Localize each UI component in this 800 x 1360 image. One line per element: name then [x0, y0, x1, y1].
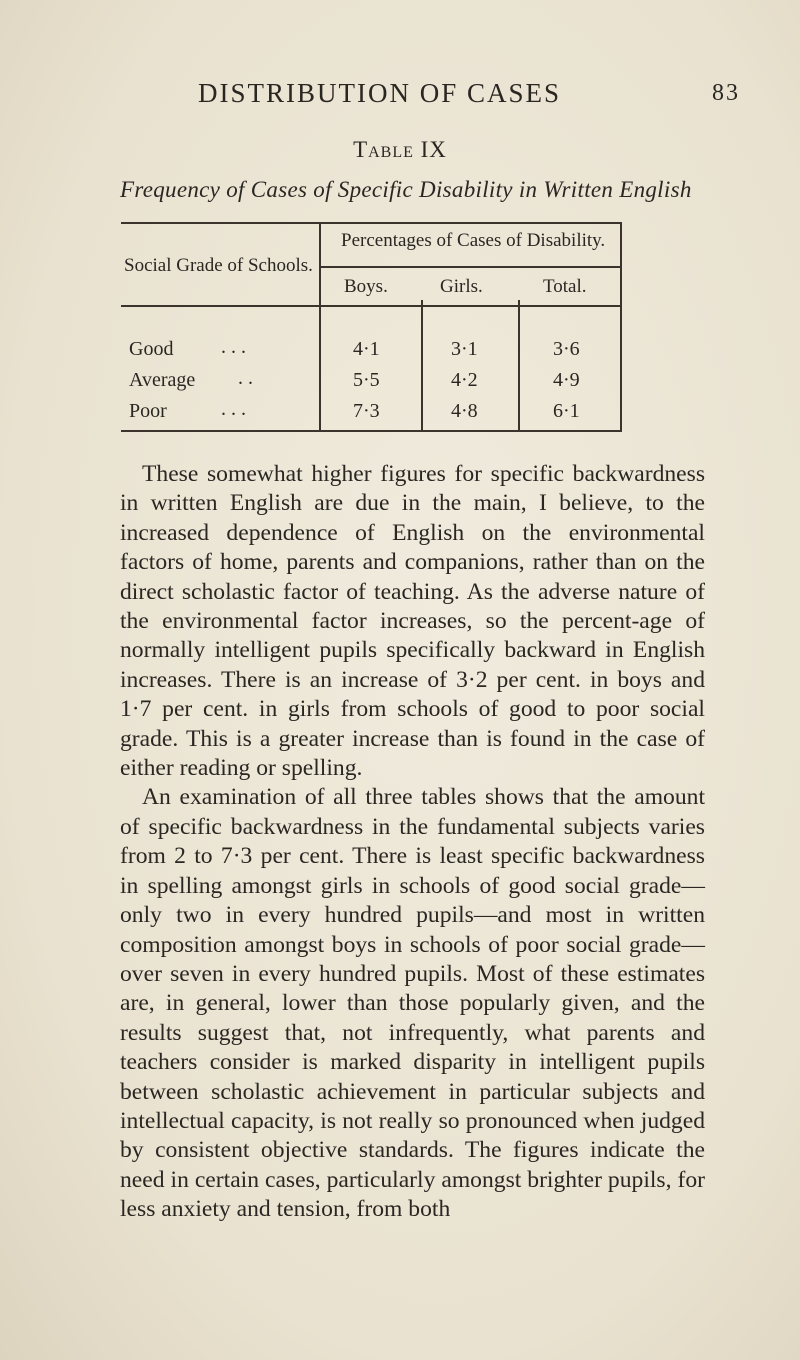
col-header-girls: Girls. [440, 276, 483, 297]
table-vrule-2 [518, 300, 520, 432]
row-leader-dots: . . . [221, 336, 246, 358]
paragraph: These somewhat higher figures for specific backwardness in written English are due in the main, I believe, to the increased dependence of English on the environmental factors of home, parents and companions, rather than on the direct scholastic factor of teaching. As the adverse nature of the environmental factor increases, so the percent-age of normally intelligent pupils specifically backward in English increases. There is an increase of 3·2 per cent. in boys and 1·7 per cent. in girls from schools of good to poor social grade. This is a greater increase than is found in the case of either reading or spelling. [120, 461, 705, 782]
cell-poor-total: 6·1 [553, 400, 580, 422]
group-header: Percentages of Cases of Disability. [341, 230, 606, 251]
cell-average-total: 4·9 [553, 369, 580, 391]
table-top-rule [121, 222, 622, 224]
table-vrule-right [620, 222, 622, 432]
row-label-good: Good [129, 338, 174, 360]
table-vrule-1 [421, 300, 423, 432]
row-leader-dots: . . . [221, 398, 246, 420]
row-label-average: Average [129, 369, 196, 391]
table-caption: Table IX [353, 137, 447, 162]
row-header: Social Grade of Schools. [124, 255, 313, 276]
chapter-title: DISTRIBUTION OF CASES [198, 78, 562, 108]
body-text [120, 460, 705, 1225]
col-header-total: Total. [543, 276, 587, 297]
table-bottom-rule [121, 430, 622, 432]
cell-average-boys: 5·5 [353, 369, 380, 391]
cell-good-total: 3·6 [553, 338, 580, 360]
cell-poor-girls: 4·8 [451, 400, 478, 422]
cell-good-boys: 4·1 [353, 338, 380, 360]
table-vrule-left [319, 222, 321, 432]
paragraph: An examination of all three tables shows that the amount of specific backwardness in the fundamental subjects varies from 2 to 7·3 per cent. There is least specific backwardness in spelling amongst girls in schools of good social grade— only two in every hundred pupils—and most in written composition amongst boys in schools of poor social grade— over seven in every hundred pupils. Most of these estimates are, in general, lower than those popularly given, and the results suggest that, not infrequently, what parents and teachers consider is marked disparity in intelligent pupils between scholastic achievement in particular subjects and intellectual capacity, is not really so pronounced when judged by consistent objective standards. The figures indicate the need in certain cases, particularly amongst brighter pupils, for less anxiety and tension, from both [120, 784, 705, 1223]
cell-poor-boys: 7·3 [353, 400, 380, 422]
col-header-boys: Boys. [344, 276, 388, 297]
cell-good-girls: 3·1 [451, 338, 478, 360]
header-bottom-rule [121, 305, 622, 307]
cell-average-girls: 4·2 [451, 369, 478, 391]
row-leader-dots: . . [238, 367, 253, 389]
group-header-rule [319, 266, 622, 268]
row-label-poor: Poor [129, 400, 167, 422]
table-title: Frequency of Cases of Specific Disability in Written English [120, 177, 692, 202]
page-number: 83 [712, 80, 740, 106]
